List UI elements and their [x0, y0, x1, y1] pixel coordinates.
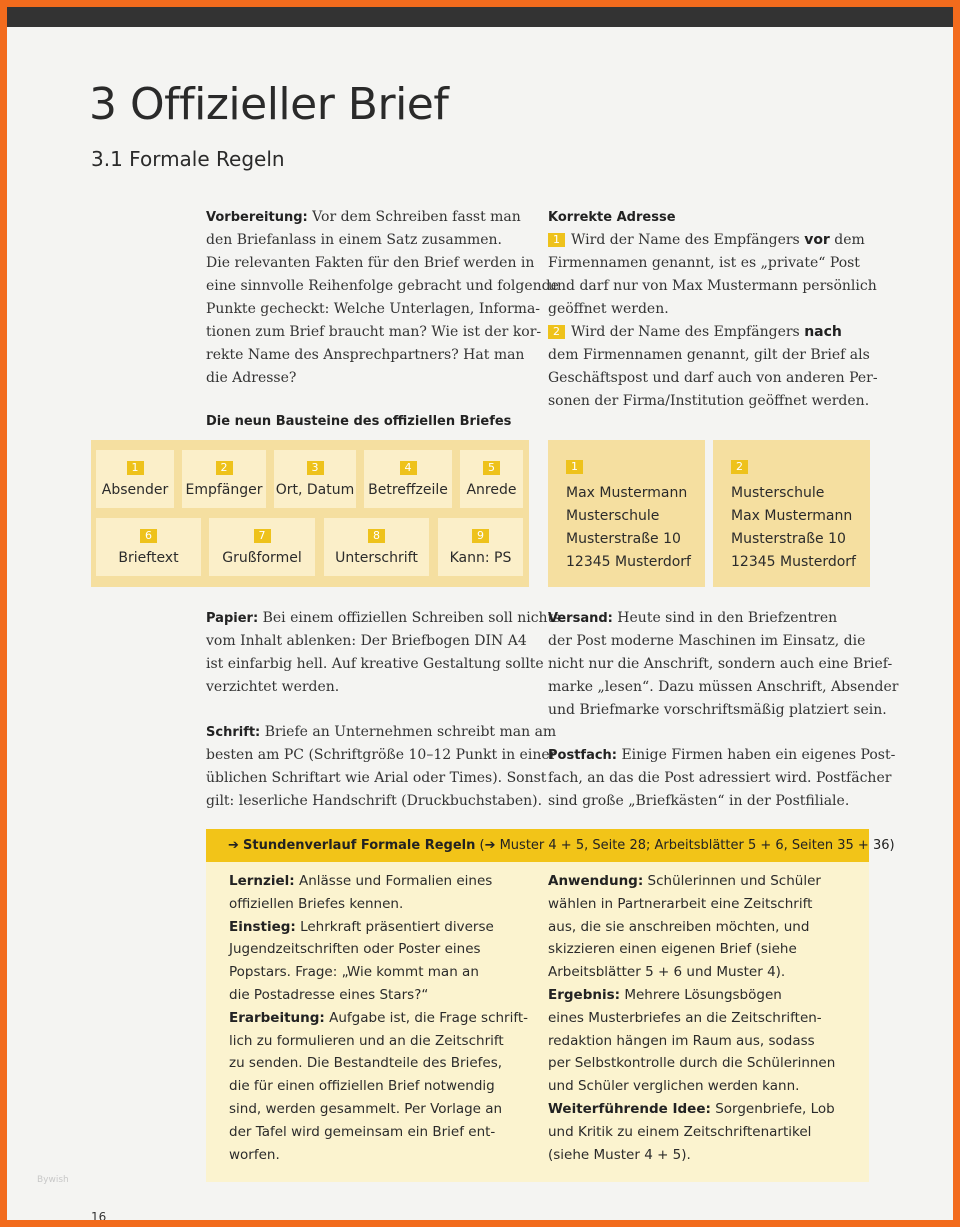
- text-line: die Adresse?: [206, 370, 297, 386]
- text-line: verzichtet werden.: [206, 679, 340, 695]
- watermark: Bywish: [37, 1175, 69, 1185]
- text-line: ist einfarbig hell. Auf kreative Gestaltung sollte: [206, 656, 544, 672]
- adresse-paragraph: [548, 206, 878, 413]
- text-line: Die relevanten Fakten für den Brief werden in: [206, 255, 535, 271]
- text-line: Jugendzeitschriften oder Poster eines: [229, 941, 481, 958]
- emphasis-vor: vor: [804, 232, 830, 248]
- text-line: den Briefanlass in einem Satz zusammen.: [206, 232, 502, 248]
- text-line: aus, die sie anschreiben möchten, und: [548, 918, 810, 935]
- number-badge: 9: [472, 529, 489, 543]
- text-line: Aufgabe ist, die Frage schrift-: [324, 1009, 529, 1026]
- erarbeitung-label: Erarbeitung:: [229, 1009, 325, 1026]
- text-line: sonen der Firma/Institution geöffnet werden.: [548, 393, 870, 409]
- number-badge: 1: [548, 233, 565, 247]
- lesson-box-header: [206, 829, 895, 862]
- baustein-label: Kann: PS: [449, 550, 512, 566]
- text-line: Punkte gecheckt: Welche Unterlagen, Informa-: [206, 301, 541, 317]
- number-badge: 8: [368, 529, 385, 543]
- lesson-column-right: [548, 870, 835, 1166]
- text-line: Mehrere Lösungsbögen: [620, 986, 782, 1003]
- address-line: Musterschule: [566, 508, 660, 524]
- anwendung-label: Anwendung:: [548, 873, 644, 889]
- number-badge: 2: [548, 325, 565, 339]
- text-line: (siehe Muster 4 + 5).: [548, 1146, 691, 1163]
- page-number: 16: [91, 1210, 107, 1220]
- text-line: Firmennamen genannt, ist es „private“ Post: [548, 255, 860, 271]
- text-line: Sorgenbriefe, Lob: [710, 1100, 835, 1117]
- text-line: worfen.: [229, 1146, 280, 1163]
- address-line: Max Mustermann: [731, 508, 853, 524]
- text-line: Briefe an Unternehmen schreibt man am: [260, 724, 557, 740]
- address-example-business: [713, 440, 870, 587]
- baustein-label: Unterschrift: [335, 550, 418, 566]
- text-line: marke „lesen“. Dazu müssen Anschrift, Absender: [548, 679, 899, 695]
- text-line: Einige Firmen haben ein eigenes Post-: [617, 747, 896, 763]
- text-line: offiziellen Briefes kennen.: [229, 895, 404, 912]
- baustein-cell: [96, 450, 174, 508]
- text-line: sind, werden gesammelt. Per Vorlage an: [229, 1100, 503, 1117]
- lesson-box-reference: (➔ Muster 4 + 5, Seite 28; Arbeitsblätter 5 + 6, Seiten 35 + 36): [475, 838, 895, 853]
- text-line: die Postadresse eines Stars?“: [229, 986, 429, 1003]
- number-badge: 1: [127, 461, 144, 475]
- lesson-box-title: Stundenverlauf Formale Regeln: [243, 838, 476, 853]
- text-line: eine sinnvolle Reihenfolge gebracht und folgende: [206, 278, 559, 294]
- text-line: fach, an das die Post adressiert wird. Postfächer: [548, 770, 892, 786]
- number-badge: 7: [254, 529, 271, 543]
- address-line: Musterschule: [731, 485, 825, 501]
- lesson-column-left: [229, 870, 528, 1166]
- baustein-cell: [364, 450, 452, 508]
- address-example-private: [548, 440, 705, 587]
- einstieg-label: Einstieg:: [229, 918, 296, 935]
- text-line: Bei einem offiziellen Schreiben soll nichts: [258, 610, 561, 626]
- text-line: Wird der Name des Empfängers: [571, 232, 805, 248]
- baustein-label: Absender: [101, 482, 169, 498]
- number-badge: 3: [307, 461, 324, 475]
- address-line: Musterstraße 10: [731, 531, 846, 547]
- text-line: vom Inhalt ablenken: Der Briefbogen DIN A4: [206, 633, 527, 649]
- papier-label: Papier:: [206, 611, 259, 626]
- baustein-label: Empfänger: [185, 482, 263, 498]
- vorbereitung-paragraph: [206, 206, 559, 390]
- papier-paragraph: [206, 607, 560, 699]
- text-line: Schülerinnen und Schüler: [643, 873, 821, 889]
- number-badge: 1: [566, 460, 583, 474]
- baustein-cell: [274, 450, 356, 508]
- text-line: nicht nur die Anschrift, sondern auch eine Brief-: [548, 656, 893, 672]
- baustein-label: Anrede: [466, 482, 517, 498]
- text-line: und darf nur von Max Mustermann persönlich: [548, 278, 877, 294]
- weiterfuehrende-idee-label: Weiterführende Idee:: [548, 1100, 711, 1117]
- baustein-cell: [438, 518, 523, 576]
- text-line: Lehrkraft präsentiert diverse: [295, 918, 494, 935]
- number-badge: 4: [400, 461, 417, 475]
- text-line: und Schüler verglichen werden kann.: [548, 1078, 800, 1095]
- arrow-icon: ➔: [228, 838, 239, 853]
- versand-label: Versand:: [548, 611, 613, 626]
- text-line: der Tafel wird gemeinsam ein Brief ent-: [229, 1123, 496, 1140]
- text-line: sind große „Briefkästen“ in der Postfiliale.: [548, 793, 850, 809]
- baustein-label: Ort, Datum: [275, 482, 355, 498]
- baustein-label: Brieftext: [118, 550, 179, 566]
- ergebnis-label: Ergebnis:: [548, 986, 621, 1003]
- text-line: gilt: leserliche Handschrift (Druckbuchstaben).: [206, 793, 543, 809]
- section-title: 3.1 Formale Regeln: [91, 147, 285, 171]
- text-line: wählen in Partnerarbeit eine Zeitschrift: [548, 895, 813, 912]
- number-badge: 2: [731, 460, 748, 474]
- text-line: zu senden. Die Bestandteile des Briefes,: [229, 1055, 503, 1072]
- address-line: 12345 Musterdorf: [731, 554, 856, 570]
- baustein-cell: [460, 450, 523, 508]
- baustein-cell: [182, 450, 266, 508]
- text-line: und Kritik zu einem Zeitschriftenartikel: [548, 1123, 812, 1140]
- vorbereitung-label: Vorbereitung:: [206, 210, 308, 225]
- chapter-title: 3 Offizieller Brief: [89, 79, 449, 130]
- postfach-label: Postfach:: [548, 748, 617, 763]
- text-line: Anlässe und Formalien eines: [294, 873, 493, 889]
- schrift-paragraph: [206, 721, 556, 813]
- lernziel-label: Lernziel:: [229, 873, 295, 889]
- text-line: besten am PC (Schriftgröße 10–12 Punkt in einer: [206, 747, 557, 763]
- text-line: Wird der Name des Empfängers: [571, 324, 805, 340]
- text-line: Arbeitsblätter 5 + 6 und Muster 4).: [548, 964, 786, 981]
- number-badge: 2: [216, 461, 233, 475]
- top-bar: [7, 7, 953, 27]
- baustein-label: Grußformel: [222, 550, 302, 566]
- schrift-label: Schrift:: [206, 725, 261, 740]
- text-line: üblichen Schriftart wie Arial oder Times). Sonst: [206, 770, 547, 786]
- baustein-label: Betreffzeile: [368, 482, 448, 498]
- text-line: tionen zum Brief braucht man? Wie ist der kor-: [206, 324, 542, 340]
- text-line: die für einen offiziellen Brief notwendig: [229, 1078, 495, 1095]
- text-line: Heute sind in den Briefzentren: [612, 610, 838, 626]
- adresse-title: Korrekte Adresse: [548, 210, 676, 225]
- text-line: Vor dem Schreiben fasst man: [307, 209, 521, 225]
- text-line: eines Musterbriefes an die Zeitschriften-: [548, 1009, 822, 1026]
- address-line: Max Mustermann: [566, 485, 688, 501]
- versand-paragraph: [548, 607, 898, 722]
- bausteine-title: Die neun Bausteine des offiziellen Briefes: [206, 414, 512, 429]
- text-line: der Post moderne Maschinen im Einsatz, die: [548, 633, 866, 649]
- baustein-cell: [209, 518, 315, 576]
- text-line: dem Firmennamen genannt, gilt der Brief als: [548, 347, 870, 363]
- text-line: und Briefmarke vorschriftsmäßig platziert sein.: [548, 702, 887, 718]
- baustein-cell: [324, 518, 429, 576]
- text-line: redaktion hängen im Raum aus, sodass: [548, 1032, 815, 1049]
- postfach-paragraph: [548, 744, 895, 813]
- text-line: skizzieren einen eigenen Brief (siehe: [548, 941, 797, 958]
- emphasis-nach: nach: [804, 324, 842, 340]
- text-line: dem: [829, 232, 865, 248]
- text-line: Popstars. Frage: „Wie kommt man an: [229, 964, 479, 981]
- text-line: Geschäftspost und darf auch von anderen Per-: [548, 370, 878, 386]
- address-line: 12345 Musterdorf: [566, 554, 691, 570]
- number-badge: 5: [483, 461, 500, 475]
- text-line: per Selbstkontrolle durch die Schülerinnen: [548, 1055, 836, 1072]
- text-line: lich zu formulieren und an die Zeitschrift: [229, 1032, 504, 1049]
- address-line: Musterstraße 10: [566, 531, 681, 547]
- document-page: [7, 7, 953, 1220]
- number-badge: 6: [140, 529, 157, 543]
- baustein-cell: [96, 518, 201, 576]
- text-line: geöffnet werden.: [548, 301, 669, 317]
- text-line: rekte Name des Ansprechpartners? Hat man: [206, 347, 525, 363]
